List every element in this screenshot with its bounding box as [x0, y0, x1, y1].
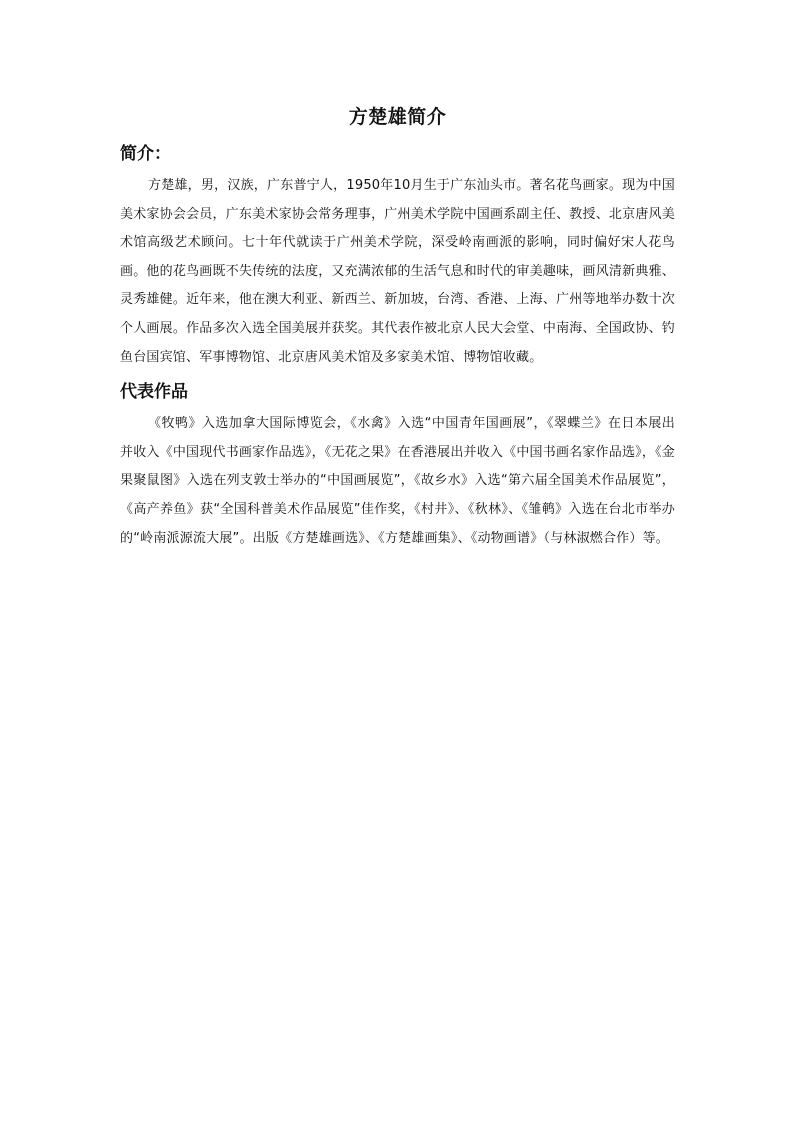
- section-heading-intro: 简介：: [120, 144, 171, 164]
- document-title: 方楚雄简介: [348, 106, 447, 128]
- section-heading-works: 代表作品: [120, 382, 188, 403]
- works-paragraph: 《牧鸭》入选加拿大国际博览会，《水禽》入选“中国青年国画展”，《翠蝶兰》在日本展出并收入《中国现代书画家作品选》，《无花之果》在香港展出并收入《中国书画名家作品选》，《金果聚鼠图》入选在列支敦士举办的“中国画展览”，《故乡水》入选“第六届全国美术作品展览”，《高产养鱼》获“全国科普美术作品展览”佳作奖，《村井》、《秋林》、《雏鹌》入选在台北市举办的“岭南派源流大展”。出版《方楚雄画选》、《方楚雄画集》、《动物画谱》（与林淑燃合作）等。: [120, 416, 675, 546]
- document-page: [120, 100, 675, 553]
- intro-paragraph: 方楚雄，男，汉族，广东普宁人，1950年10月生于广东汕头市。著名花鸟画家。现为中国美术家协会会员，广东美术家协会常务理事，广州美术学院中国画系副主任、教授、北京唐风美术馆高级艺术顾问。七十年代就读于广州美术学院，深受岭南画派的影响，同时偏好宋人花鸟画。他的花鸟画既不失传统的法度，又充满浓郁的生活气息和时代的审美趣味，画风清新典雅、灵秀雄健。近年来，他在澳大利亚、新西兰、新加坡，台湾、香港、上海、广州等地举办数十次个人画展。作品多次入选全国美展并获奖。其代表作被北京人民大会堂、中南海、全国政协、钓鱼台国宾馆、军事博物馆、北京唐风美术馆及多家美术馆、博物馆收藏。: [120, 178, 675, 365]
